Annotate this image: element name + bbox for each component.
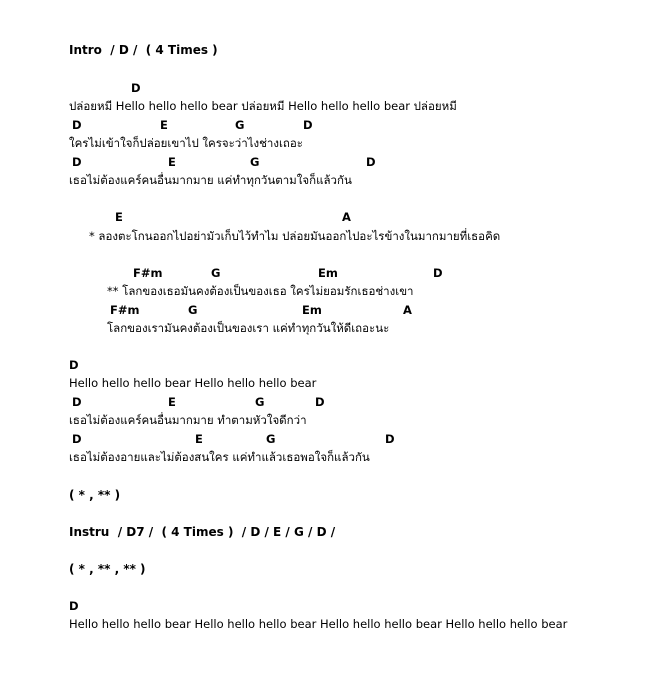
lyric-line: ** โลกของเธอมันคงต้องเป็นของเธอ ใครไม่ยอมรักเธอช่างเขา xyxy=(107,284,414,298)
repeat-line-1: ( * , ** ) xyxy=(69,488,121,502)
lyric-line: เธอไม่ต้องอายและไม่ต้องสนใคร แค่ทำแล้วเธอพอใจก็แล้วกัน xyxy=(69,450,370,464)
chord: G xyxy=(235,118,245,132)
chord: A xyxy=(342,210,351,224)
chord: Em xyxy=(302,303,322,317)
lyric-line: Hello hello hello bear Hello hello hello bear xyxy=(69,376,317,390)
chord: G xyxy=(211,266,221,280)
chord: G xyxy=(255,395,265,409)
chord: E xyxy=(195,432,203,446)
chord: D xyxy=(131,81,141,95)
chord: E xyxy=(168,395,176,409)
chord: G xyxy=(266,432,276,446)
lyric-line: * ลองตะโกนออกไปอย่ามัวเก็บไว้ทำไม ปล่อยมันออกไปอะไรข้างในมากมายที่เธอคิด xyxy=(89,229,501,243)
chord: D xyxy=(72,155,82,169)
intro-line: Intro / D / ( 4 Times ) xyxy=(69,43,218,57)
chord: E xyxy=(168,155,176,169)
lyric-line: เธอไม่ต้องแคร์คนอื่นมากมาย แค่ทำทุกวันตามใจก็แล้วกัน xyxy=(69,173,352,187)
lyric-line: โลกของเรามันคงต้องเป็นของเรา แค่ทำทุกวันให้ดีเถอะนะ xyxy=(107,321,390,335)
lyric-line: ใครไม่เข้าใจก็ปล่อยเขาไป ใครจะว่าไงช่างเถอะ xyxy=(69,136,303,150)
chord: E xyxy=(160,118,168,132)
chord: Em xyxy=(318,266,338,280)
chord: F#m xyxy=(110,303,140,317)
chord: G xyxy=(250,155,260,169)
lyric-line: Hello hello hello bear Hello hello hello bear Hello hello hello bear Hello hello hello bear xyxy=(69,617,568,631)
chord: D xyxy=(315,395,325,409)
chord: F#m xyxy=(133,266,163,280)
chord: D xyxy=(385,432,395,446)
chord: D xyxy=(72,395,82,409)
chord: G xyxy=(188,303,198,317)
chord: D xyxy=(69,358,79,372)
chord: D xyxy=(72,118,82,132)
chord: A xyxy=(403,303,412,317)
chord: D xyxy=(303,118,313,132)
lyric-line: ปล่อยหมี Hello hello hello bear ปล่อยหมี Hello hello hello bear ปล่อยหมี xyxy=(69,99,457,113)
chord: D xyxy=(366,155,376,169)
chord: E xyxy=(115,210,123,224)
chord: D xyxy=(433,266,443,280)
repeat-line-2: ( * , ** , ** ) xyxy=(69,562,146,576)
chord: D xyxy=(69,599,79,613)
lyric-line: เธอไม่ต้องแคร์คนอื่นมากมาย ทำตามหัวใจดีกว่า xyxy=(69,413,307,427)
chord: D xyxy=(72,432,82,446)
instru-line: Instru / D7 / ( 4 Times ) / D / E / G / D / xyxy=(69,525,336,539)
